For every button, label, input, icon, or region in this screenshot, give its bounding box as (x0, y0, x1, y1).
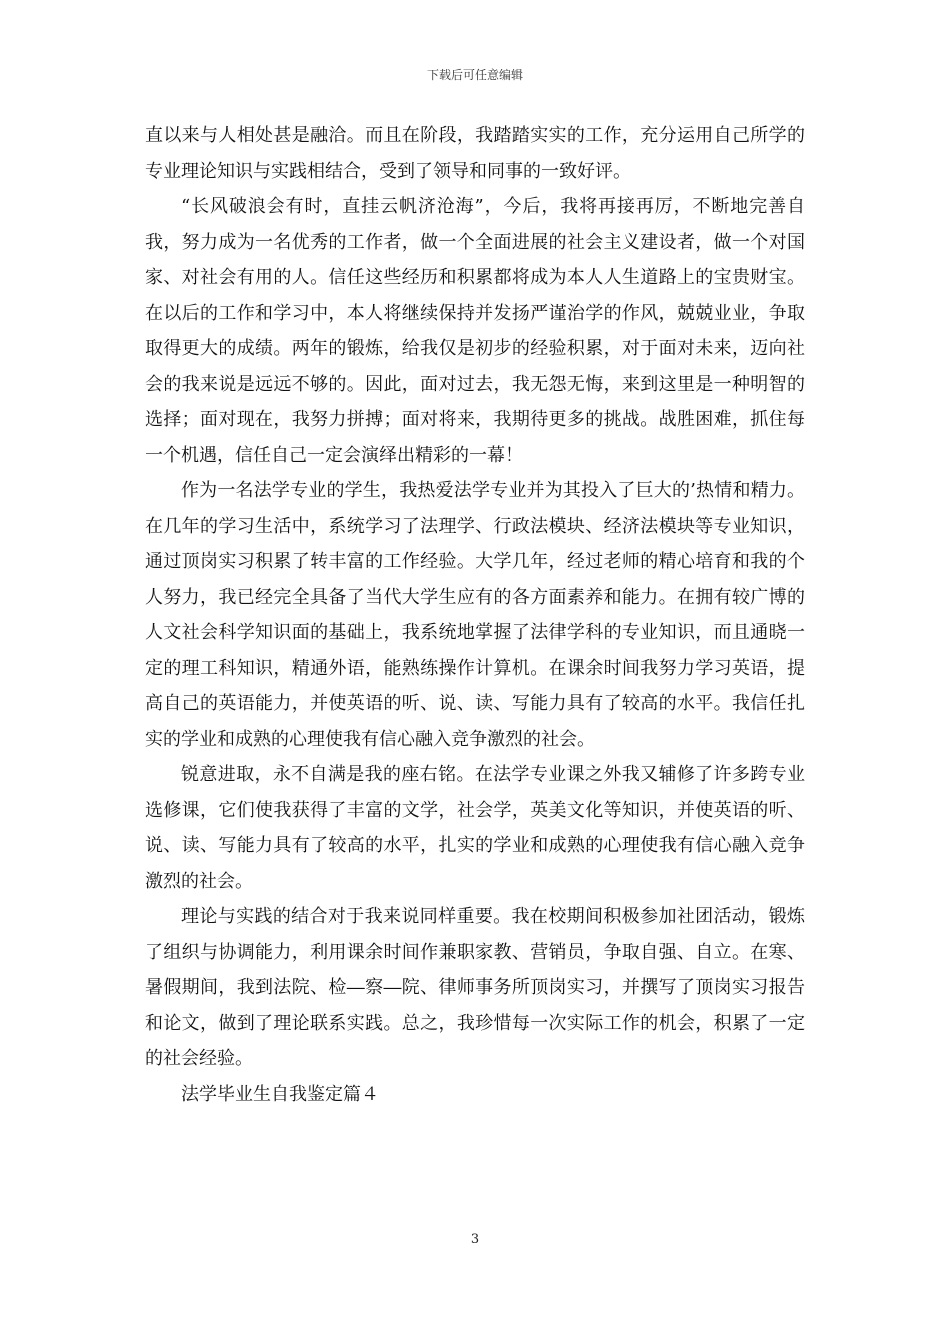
page-header: 下载后可任意编辑 (426, 68, 523, 82)
paragraph-5: 理论与实践的结合对于我来说同样重要。我在校期间积极参加社团活动，锻炼了组织与协调能力，利用课余时间作兼职家教、营销员，争取自强、自立。在寒、暑假期间，我到法院、检―察―院、律师事务所顶岗实习，并撰写了顶岗实习报告和论文，做到了理论联系实践。总之，我珍惜每一次实际工作的机会，积累了一定的社会经验。 (145, 906, 805, 1069)
paragraph-2: “长风破浪会有时，直挂云帆济沧海”，今后，我将再接再厉，不断地完善自我，努力成为一名优秀的工作者，做一个全面进展的社会主义建设者，做一个对国家、对社会有用的人。信任这些经历和积累都将成为本人人生道路上的宝贵财宝。在以后的工作和学习中，本人将继续保持并发扬严谨治学的作风，兢兢业业，争取取得更大的成绩。两年的锻炼，给我仅是初步的经验积累，对于面对未来，迈向社会的我来说是远远不够的。因此，面对过去，我无怨无悔，来到这里是一种明智的选择；面对现在，我努力拼搏；面对将来，我期待更多的挑战。战胜困难，抓住每一个机遇，信任自己一定会演绎出精彩的一幕！ (145, 196, 805, 466)
document-body (145, 118, 805, 1112)
page-number: 3 (470, 1232, 480, 1247)
section-heading: 法学毕业生自我鉴定篇４ (181, 1083, 379, 1105)
paragraph-4: 锐意进取，永不自满是我的座右铭。在法学专业课之外我又辅修了许多跨专业选修课，它们使我获得了丰富的文学，社会学，英美文化等知识，并使英语的听、说、读、写能力具有了较高的水平，扎实的学业和成熟的心理使我有信心融入竞争激烈的社会。 (145, 764, 805, 892)
paragraph-1: 直以来与人相处甚是融洽。而且在阶段，我踏踏实实的工作，充分运用自己所学的专业理论知识与实践相结合，受到了领导和同事的一致好评。 (145, 125, 805, 182)
paragraph-3: 作为一名法学专业的学生，我热爱法学专业并为其投入了巨大的’热情和精力。在几年的学习生活中，系统学习了法理学、行政法模块、经济法模块等专业知识，通过顶岗实习积累了转丰富的工作经验。大学几年，经过老师的精心培育和我的个人努力，我已经完全具备了当代大学生应有的各方面素养和能力。在拥有较广博的人文社会科学知识面的基础上，我系统地掌握了法律学科的专业知识，而且通晓一定的理工科知识，精通外语，能熟练操作计算机。在课余时间我努力学习英语，提高自己的英语能力，并使英语的听、说、读、写能力具有了较高的水平。我信任扎实的学业和成熟的心理使我有信心融入竞争激烈的社会。 (145, 480, 805, 750)
